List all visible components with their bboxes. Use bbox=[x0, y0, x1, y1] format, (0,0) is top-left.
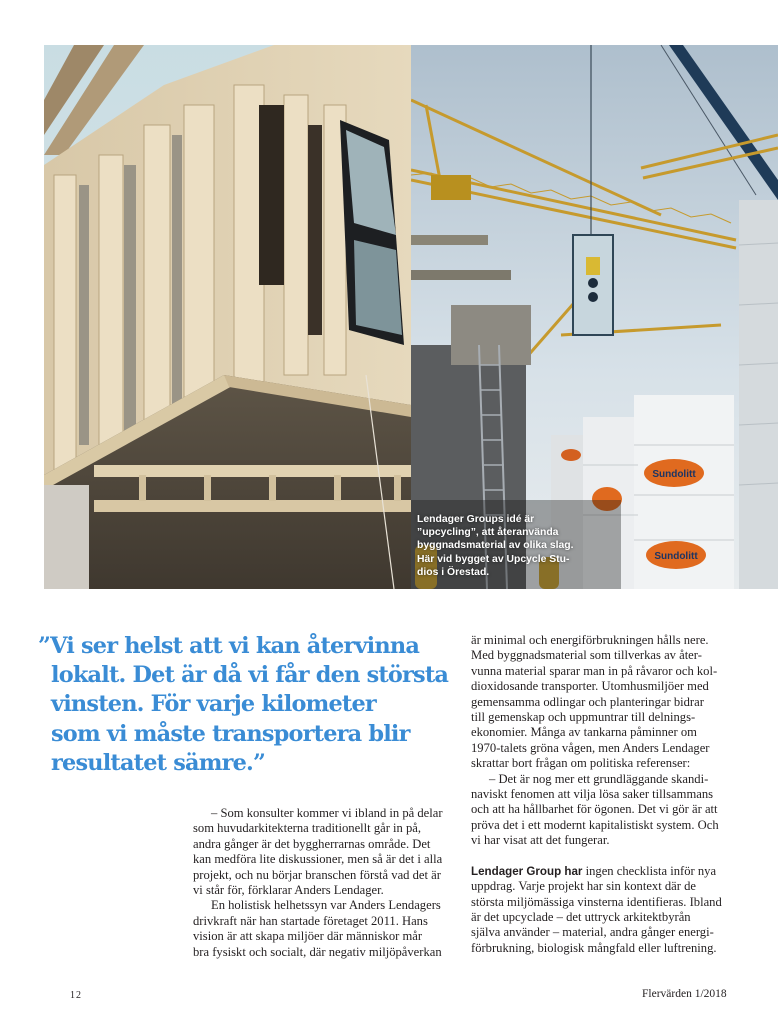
pull-quote-line: resultatet sämre.” bbox=[51, 749, 266, 776]
pull-quote-line: lokalt. Det är då vi får den största bbox=[51, 662, 449, 689]
text-line: kan medföra lite diskussioner, men så är det i alla bbox=[193, 852, 443, 867]
text-line: gemensamma odlingar och planteringar bidrar bbox=[471, 694, 704, 709]
text-line: andra gånger är det byggherrarnas område. Det bbox=[193, 836, 431, 851]
text-line: till gemenskap och uppmuntrar till delnings- bbox=[471, 710, 696, 725]
body-column-middle bbox=[193, 806, 458, 960]
text-line: själva använder – material, andra gånger energi- bbox=[471, 925, 714, 940]
text-line: vi står för, förklarar Anders Lendager. bbox=[193, 883, 384, 898]
paragraph-checklist bbox=[471, 864, 771, 956]
paragraph-scandinavian bbox=[471, 772, 771, 849]
lead-in-bold: Lendager Group har bbox=[471, 864, 583, 878]
caption-line: ”upcycling”, att återanvända bbox=[417, 527, 559, 539]
caption-line: Här vid bygget av Upcycle Stu- bbox=[417, 553, 570, 565]
photo-spread bbox=[44, 45, 778, 589]
text-line: vision är att skapa miljöer där människor mår bbox=[193, 929, 423, 944]
text-line: förbrukning, biologisk mångfald eller luftrening. bbox=[471, 940, 717, 955]
text-line: dioxidosande transporter. Utomhusmiljöer med bbox=[471, 679, 709, 694]
body-column-right bbox=[471, 633, 771, 956]
text-line: – Som konsulter kommer vi ibland in på delar bbox=[211, 806, 443, 820]
photo-caption bbox=[417, 513, 607, 579]
pull-quote-line: som vi måste transportera blir bbox=[51, 720, 410, 747]
text-line: ekonomier. Många av tankarna påminner om bbox=[471, 725, 697, 740]
text-line: och att ha hållbarhet för ögonen. Det vi gör är att bbox=[471, 802, 718, 817]
paragraph-quote-consultants bbox=[193, 806, 458, 898]
text-line: pröva det i ett modernt kapitalistiskt system. Och bbox=[471, 817, 719, 832]
text-line: En holistisk helhetssyn var Anders Lendagers bbox=[211, 898, 441, 913]
text-line: vunna material sparar man in på råvaror och kol- bbox=[471, 663, 718, 678]
paragraph-materials bbox=[471, 633, 771, 772]
text-line: vi har visat att det fungerar. bbox=[471, 833, 610, 848]
pull-quote bbox=[38, 632, 458, 778]
caption-line: byggnadsmaterial av olika slag. bbox=[417, 540, 574, 552]
svg-text:Sundolitt: Sundolitt bbox=[654, 551, 698, 562]
photo-timber-facade bbox=[44, 45, 411, 589]
text-line: – Det är nog mer ett grundläggande skandi- bbox=[489, 771, 709, 786]
text-line: uppdrag. Varje projekt har sin kontext där de bbox=[471, 879, 696, 894]
text-line: projekt, och nu börjar branschen förstå vad det är bbox=[193, 867, 441, 882]
text-line: ingen checklista inför nya bbox=[582, 863, 717, 878]
sundolitt-logo-text: Sundolitt bbox=[652, 469, 696, 480]
text-line: som huvudarkitekterna traditionellt går in på, bbox=[193, 821, 422, 836]
pull-quote-line: ”Vi ser helst att vi kan återvinna bbox=[38, 633, 420, 659]
text-line: är det upcyclade – det uttryck arkitektbyrån bbox=[471, 909, 691, 924]
text-line: skrattar bort frågan om politiska referenser: bbox=[471, 756, 691, 771]
pull-quote-line: vinsten. För varje kilometer bbox=[51, 691, 376, 718]
paragraph-gap bbox=[471, 849, 771, 864]
text-line: största miljömässiga vinsterna identifieras. Ibland bbox=[471, 894, 722, 909]
paragraph-holistic-vision bbox=[193, 898, 458, 960]
photo-construction-site bbox=[411, 45, 778, 589]
text-line: 1970-talets gröna vågen, men Anders Lendager bbox=[471, 740, 710, 755]
text-line: drivkraft när han startade företaget 2011. Hans bbox=[193, 913, 428, 928]
publication-issue: Flervärden 1/2018 bbox=[642, 988, 727, 1000]
text-line: naviskt fenomen att vilja lösa saker tillsammans bbox=[471, 787, 714, 802]
text-line: Med byggnadsmaterial som tillverkas av åter- bbox=[471, 648, 702, 663]
caption-line: dios i Örestad. bbox=[417, 566, 490, 578]
page-number: 12 bbox=[70, 990, 82, 1001]
text-line: bra fysiskt och socialt, där negativ miljöpåverkan bbox=[193, 944, 442, 959]
caption-line: Lendager Groups idé är bbox=[417, 513, 535, 525]
text-line: är minimal och energiförbrukningen hålls nere. bbox=[471, 633, 709, 647]
